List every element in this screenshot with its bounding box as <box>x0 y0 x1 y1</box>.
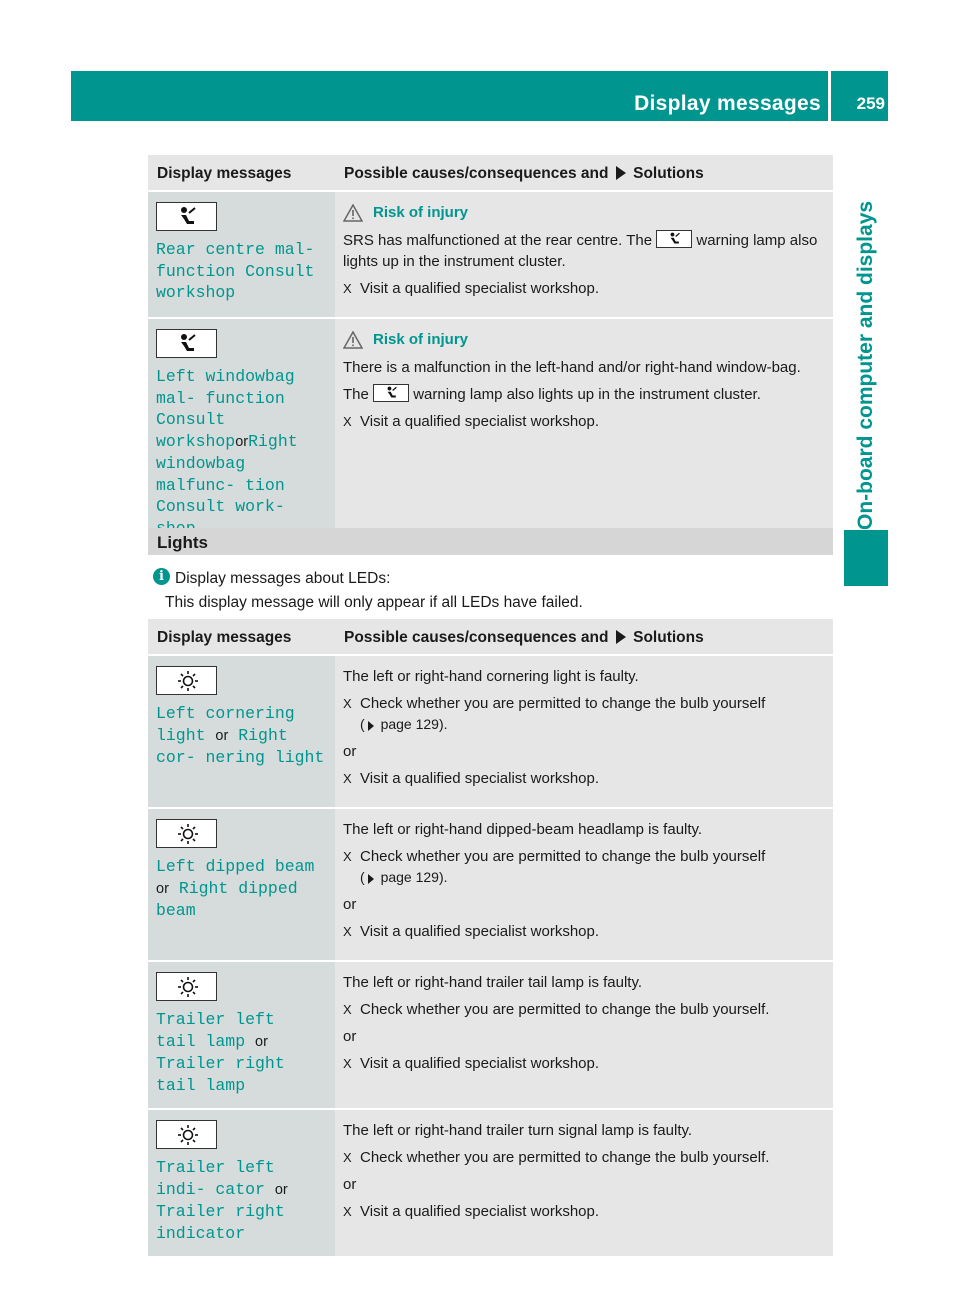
section-title: Lights <box>157 533 208 552</box>
solution-step: X Check whether you are permitted to change the bulb yourself ( page 129). <box>343 695 766 732</box>
description: The left or right-hand cornering light is faulty. <box>343 668 639 685</box>
airbag-person-icon <box>156 329 217 358</box>
bulb-icon <box>156 666 217 695</box>
bulb-icon <box>156 972 217 1001</box>
col-header-display-messages: Display messages <box>148 619 335 655</box>
message-code: Trailer left tail lamp or Trailer right tail lamp <box>156 1010 285 1095</box>
airbag-messages-table <box>148 155 833 553</box>
warning-triangle-icon <box>343 204 363 222</box>
or-separator: or <box>343 743 357 760</box>
page-header <box>71 71 888 121</box>
lights-messages-table <box>148 619 833 1258</box>
col-header-causes: Possible causes/consequences and Solutions <box>335 155 833 191</box>
airbag-person-icon <box>156 202 217 231</box>
step-arrow-icon: X <box>343 924 352 939</box>
description: The left or right-hand trailer turn signal lamp is faulty. <box>343 1122 693 1139</box>
step-arrow-icon: X <box>343 1056 352 1071</box>
message-code: Left windowbag mal‐ function Consult workshoporRight windowbag malfunc‐ tion Consult work‐ <box>156 367 298 516</box>
step-arrow-icon: X <box>343 1002 352 1017</box>
step-arrow-icon: X <box>343 1150 352 1165</box>
section-header-lights <box>148 528 833 555</box>
step-arrow-icon: X <box>343 696 352 711</box>
table-row <box>148 808 833 961</box>
description: There is a malfunction in the left-hand and/or right-hand window-bag. <box>343 359 801 376</box>
info-text: This display message will only appear if all LEDs have failed. <box>165 594 583 611</box>
solution-step: X Visit a qualified specialist workshop. <box>343 770 600 787</box>
message-code: Left dipped beam or Right dipped beam <box>156 857 315 920</box>
step-arrow-icon: X <box>343 414 352 429</box>
side-chapter-text: On-board computer and displays <box>854 200 877 530</box>
solution-step: X Visit a qualified specialist workshop. <box>343 1203 600 1220</box>
info-icon: i <box>153 568 170 585</box>
triangle-arrow-icon <box>616 166 626 180</box>
description: The warning lamp also lights up in the instrument cluster. <box>343 386 761 403</box>
message-code: Trailer left indi‐ cator or Trailer right indicator <box>156 1158 288 1243</box>
airbag-person-icon <box>656 230 692 248</box>
warning-line: Risk of injury <box>343 329 827 350</box>
table-row <box>148 191 833 318</box>
solution-step: X Visit a qualified specialist workshop. <box>343 413 600 430</box>
info-text: Display messages about LEDs: <box>175 570 391 587</box>
bulb-icon <box>156 1120 217 1149</box>
table-row <box>148 655 833 808</box>
warning-triangle-icon <box>343 331 363 349</box>
or-separator: or <box>343 896 357 913</box>
solution-step: X Check whether you are permitted to change the bulb yourself ( page 129). <box>343 848 766 885</box>
page-ref-arrow-icon <box>368 874 374 884</box>
step-arrow-icon: X <box>343 771 352 786</box>
solution-step: X Visit a qualified specialist workshop. <box>343 923 600 940</box>
airbag-person-icon <box>373 384 409 402</box>
step-arrow-icon: X <box>343 281 352 296</box>
description: The left or right-hand dipped-beam headlamp is faulty. <box>343 821 703 838</box>
description: The left or right-hand trailer tail lamp is faulty. <box>343 974 643 991</box>
table-row <box>148 318 833 552</box>
col-header-causes: Possible causes/consequences and Solutions <box>335 619 833 655</box>
warning-line: Risk of injury <box>343 202 827 223</box>
page-title: Display messages <box>634 92 821 115</box>
col-header-display-messages: Display messages <box>148 155 335 191</box>
solution-step: X Check whether you are permitted to change the bulb yourself. <box>343 1149 770 1166</box>
step-arrow-icon: X <box>343 849 352 864</box>
description: SRS has malfunctioned at the rear centre. The warning lamp also lights up in the instrument cluster. <box>343 232 818 270</box>
solution-step: X Visit a qualified specialist workshop. <box>343 280 600 297</box>
header-separator <box>828 71 831 121</box>
or-separator: or <box>343 1028 357 1045</box>
table-row <box>148 961 833 1109</box>
page-ref-arrow-icon <box>368 721 374 731</box>
message-code: Rear centre mal‐ function Consult workshop <box>156 240 315 302</box>
step-arrow-icon: X <box>343 1204 352 1219</box>
table-row <box>148 1109 833 1257</box>
page-number: 259 <box>856 94 885 113</box>
solution-step: X Visit a qualified specialist workshop. <box>343 1055 600 1072</box>
side-chapter-marker <box>844 530 888 586</box>
side-chapter-label <box>844 170 888 530</box>
or-separator: or <box>343 1176 357 1193</box>
solution-step: X Check whether you are permitted to change the bulb yourself. <box>343 1001 770 1018</box>
message-code: Left cornering light or Right cor‐ nering light <box>156 704 325 767</box>
bulb-icon <box>156 819 217 848</box>
triangle-arrow-icon <box>616 630 626 644</box>
